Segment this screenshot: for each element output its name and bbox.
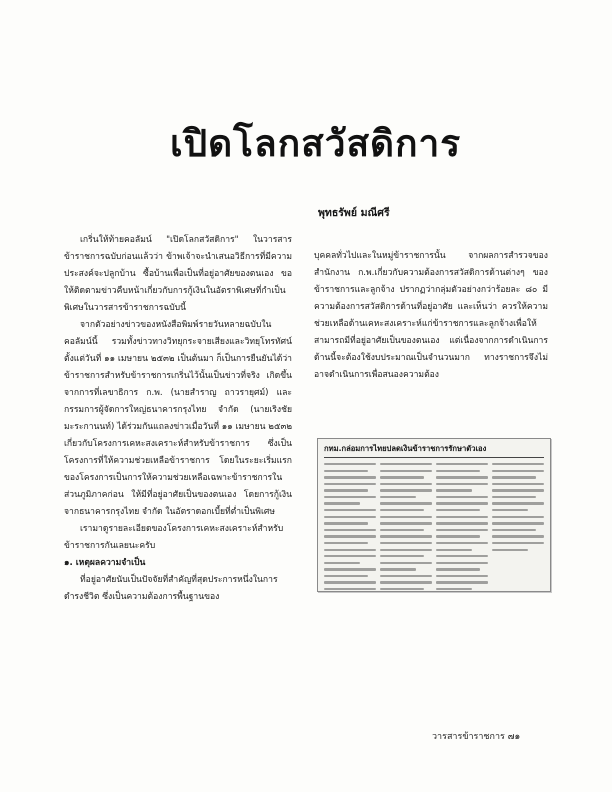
right-column — [314, 248, 548, 384]
article-title: เปิดโลกสวัสดิการ — [170, 122, 462, 165]
clipping-column — [492, 460, 544, 592]
author-byline: พุทธรัพย์ มณีศรี — [318, 207, 390, 219]
left-column — [64, 232, 292, 606]
clipping-column — [436, 460, 488, 592]
clipping-headline: กทม.กล่อมการไทยปลดเงินข้าราชการรักษาตัวเอง — [324, 443, 544, 458]
left-paragraph-3: เรามาดูรายละเอียดของโครงการเคหะสงเคราะห์สำหรับข้าราชการกันเลยนะครับ — [64, 524, 284, 551]
left-paragraph-1: เกริ่นให้ท้ายคอลัมน์ "เปิดโลกสวัสดิการ" ในวารสารข้าราชการฉบับก่อนแล้วว่า ข้าพเจ้าจะนำเสนอวิธีการที่มีความประสงค์จะปลูกบ้าน ซื้อบ้านเพื่อเป็นที่อยู่อาศัยของตนเอง ขอให้ติดตามข่าวคืบหน้าเกี่ยวกับการกู้เงินในอัตราพิเศษที่กำเป็นพิเศษในวารสารข้าราชการฉบับนี้ — [64, 235, 292, 313]
clipping-column — [324, 460, 376, 592]
clipping-text-columns — [318, 460, 550, 592]
right-paragraph-1: บุคคลทั่วไปและในหมู่ข้าราชการนั้น จากผลการสำรวจของสำนักงาน ก.พ.เกี่ยวกับความต้องการสวัสดิการด้านต่างๆ ของข้าราชการและลูกจ้าง ปรากฏว่ากลุ่มตัวอย่างกว่าร้อยละ ๘๐ มีความต้องการสวัสดิการด้านที่อยู่อาศัย และเห็นว่า ควรให้ความช่วยเหลือด้านเคหะสงเคราะห์แก่ข้าราชการและลูกจ้างเพื่อให้สามารถมีที่อยู่อาศัยเป็นของตนเอง แต่เนื่องจากการดำเนินการด้านนี้จะต้องใช้งบประมาณเป็นจำนวนมาก ทางราชการจึงไม่อาจดำเนินการเพื่อสนองความต้อง — [314, 251, 548, 380]
section-heading-1: ๑. เหตุผลความจำเป็น — [64, 558, 146, 568]
newspaper-clipping — [317, 438, 551, 592]
clipping-column — [380, 460, 432, 592]
left-paragraph-4: ที่อยู่อาศัยนับเป็นปัจจัยที่สำคัญที่สุดประการหนึ่งในการดำรงชีวิต ซึ่งเป็นความต้องการพื้นฐานของ — [64, 575, 278, 602]
page-footer: วารสารข้าราชการ ๗๑ — [432, 732, 521, 742]
left-paragraph-2: จากตัวอย่างข่าวของหนังสือพิมพ์รายวันหลายฉบับในคอลัมน์นี้ รวมทั้งข่าวทางวิทยุกระจายเสียงและวิทยุโทรทัศน์ ตั้งแต่วันที่ ๑๑ เมษายน ๒๕๓๒ เป็นต้นมา ก็เป็นการยืนยันได้ว่าข้าราชการสำหรับข้าราชการเกริ่นไว้นั้นเป็นข่าวที่จริง เกิดขึ้นจากการที่เลขาธิการ ก.พ. (นายสำราญ ถาวรายุศม์) และกรรมการผู้จัดการใหญ่ธนาคารกรุงไทย จำกัด (นายเริงชัย มะระกานนท์) ได้ร่วมกันแถลงข่าวเมื่อวันที่ ๑๑ เมษายน ๒๕๓๒ เกี่ยวกับโครงการเคหะสงเคราะห์สำหรับข้าราชการ ซึ่งเป็นโครงการที่ให้ความช่วยเหลือข้าราชการ โดยในระยะเริ่มแรกของโครงการเป็นการให้ความช่วยเหลือเฉพาะข้าราชการในส่วนภูมิภาคก่อน ให้มีที่อยู่อาศัยเป็นของตนเอง โดยการกู้เงินจากธนาคารกรุงไทย จำกัด ในอัตราดอกเบี้ยที่ต่ำเป็นพิเศษ — [64, 320, 292, 517]
